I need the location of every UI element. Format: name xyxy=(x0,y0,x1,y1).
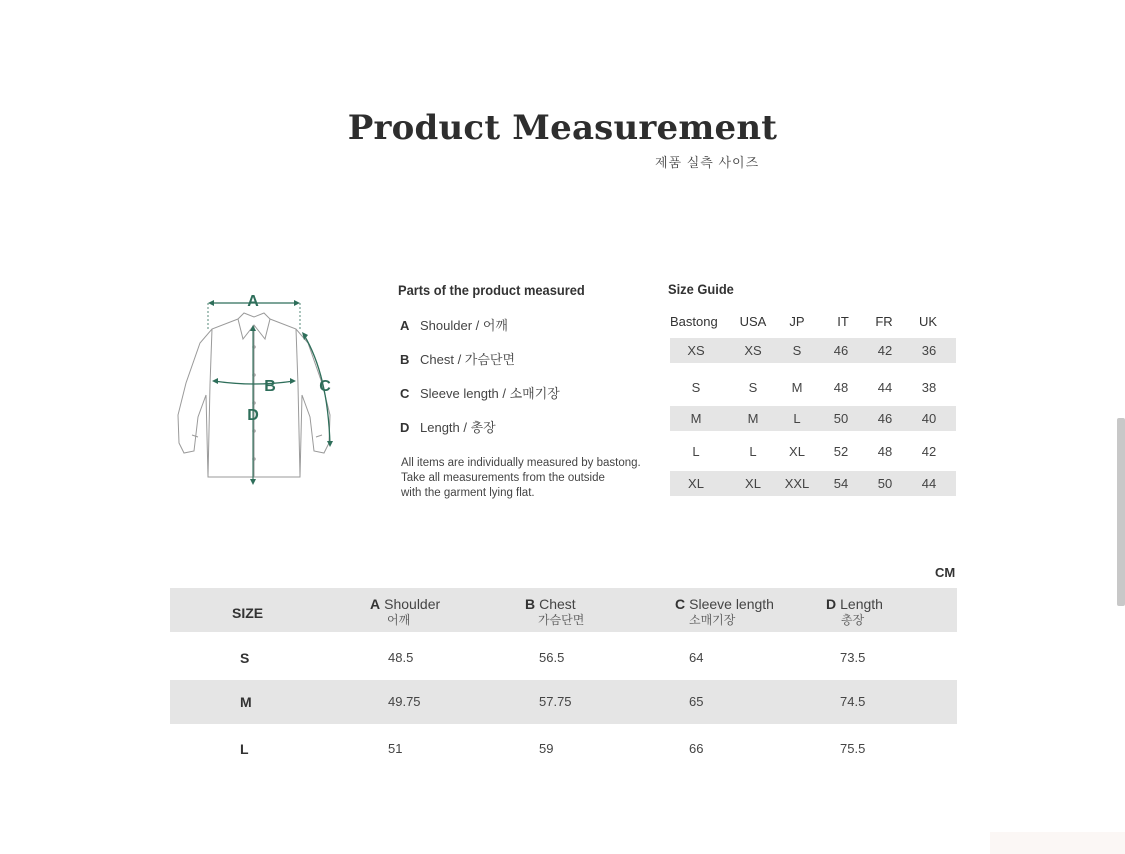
column-sub: 소매기장 xyxy=(689,613,736,627)
page-title: Product Measurement xyxy=(347,108,778,148)
table-row xyxy=(170,727,957,771)
unit-label: CM xyxy=(935,565,956,580)
column-header-sleeve-length xyxy=(675,596,774,628)
sleeve-length-cell: 66 xyxy=(689,741,704,756)
column-name: Sleeve length xyxy=(689,596,774,612)
part-label: Length / 총장 xyxy=(420,420,496,435)
size-guide-cell: 40 xyxy=(921,411,937,426)
size-guide-cell: 48 xyxy=(833,380,849,395)
column-header-shoulder xyxy=(370,596,440,628)
diagram-label-d: D xyxy=(247,407,259,424)
measurement-header-row xyxy=(170,588,957,632)
part-letter: B xyxy=(400,352,410,367)
size-guide-cell: XXL xyxy=(784,476,810,491)
size-guide-header-cell: IT xyxy=(837,314,849,329)
column-letter: A xyxy=(370,596,381,612)
length-cell: 75.5 xyxy=(840,741,866,756)
size-guide-cell: 42 xyxy=(921,444,937,459)
length-cell: 74.5 xyxy=(840,694,866,709)
size-guide-cell: S xyxy=(792,343,802,358)
length-cell: 73.5 xyxy=(840,650,866,665)
size-guide-cell: XL xyxy=(789,444,805,459)
jacket-diagram-icon xyxy=(170,285,345,490)
size-guide-header-row xyxy=(670,309,956,334)
parts-heading: Parts of the product measured xyxy=(398,282,585,298)
size-guide-row xyxy=(670,406,956,431)
size-guide-header-cell: USA xyxy=(739,314,767,329)
column-header-length xyxy=(826,596,883,628)
column-letter: D xyxy=(826,596,837,612)
size-guide-row xyxy=(670,338,956,363)
size-guide-cell: M xyxy=(747,411,759,426)
size-guide-cell: 50 xyxy=(877,476,893,491)
size-guide-cell: XS xyxy=(687,343,705,358)
size-guide-cell: M xyxy=(690,411,702,426)
size-guide-cell: L xyxy=(749,444,757,459)
size-guide-cell: 48 xyxy=(877,444,893,459)
part-letter: A xyxy=(400,318,410,333)
part-letter: C xyxy=(400,386,410,401)
column-sub: 총장 xyxy=(841,613,865,627)
scrollbar-thumb[interactable] xyxy=(1117,418,1125,606)
size-guide-cell: 42 xyxy=(877,343,893,358)
part-item xyxy=(400,349,515,368)
size-guide-row xyxy=(670,375,956,400)
column-sub: 가슴단면 xyxy=(538,613,585,627)
part-label: Shoulder / 어깨 xyxy=(420,318,508,333)
chest-cell: 59 xyxy=(539,741,554,756)
column-letter: C xyxy=(675,596,686,612)
shoulder-cell: 51 xyxy=(388,741,403,756)
diagram-label-c: C xyxy=(319,378,331,395)
column-name: Chest xyxy=(539,596,576,612)
diagram-label-a: A xyxy=(247,293,259,310)
measurement-note xyxy=(401,456,641,501)
corner-panel xyxy=(990,832,1125,854)
column-sub: 어깨 xyxy=(387,613,411,627)
size-cell: M xyxy=(240,694,252,710)
diagram-label-b: B xyxy=(264,378,276,395)
column-letter: B xyxy=(525,596,536,612)
size-guide-row xyxy=(670,471,956,496)
column-name: Shoulder xyxy=(384,596,441,612)
sleeve-length-cell: 64 xyxy=(689,650,704,665)
shoulder-cell: 48.5 xyxy=(388,650,414,665)
page-subtitle: 제품 실측 사이즈 xyxy=(655,155,760,170)
part-item xyxy=(400,383,560,402)
size-guide-cell: 52 xyxy=(833,444,849,459)
chest-cell: 57.75 xyxy=(539,694,572,709)
size-guide-cell: XL xyxy=(688,476,704,491)
sleeve-length-cell: 65 xyxy=(689,694,704,709)
table-row xyxy=(170,680,957,724)
size-guide-cell: 36 xyxy=(921,343,937,358)
size-guide-cell: L xyxy=(692,444,700,459)
size-cell: S xyxy=(240,650,250,666)
chest-cell: 56.5 xyxy=(539,650,565,665)
note-line: All items are individually measured by bastong. xyxy=(401,457,641,469)
table-row xyxy=(170,636,957,680)
column-name: Length xyxy=(840,596,883,612)
size-guide-header-cell: JP xyxy=(789,314,805,329)
size-guide-cell: L xyxy=(793,411,801,426)
note-line: with the garment lying flat. xyxy=(401,487,535,499)
size-guide-heading: Size Guide xyxy=(668,281,734,297)
shoulder-cell: 49.75 xyxy=(388,694,421,709)
size-column-header: SIZE xyxy=(232,605,264,621)
size-guide-cell: XS xyxy=(744,343,762,358)
size-guide-cell: 46 xyxy=(877,411,893,426)
size-guide-row xyxy=(670,439,956,464)
size-guide-cell: 50 xyxy=(833,411,849,426)
size-guide-cell: S xyxy=(691,380,701,395)
size-guide-cell: S xyxy=(748,380,758,395)
size-guide-cell: M xyxy=(791,380,803,395)
size-guide-cell: 44 xyxy=(877,380,893,395)
column-header-chest xyxy=(525,596,584,628)
part-label: Chest / 가슴단면 xyxy=(420,352,516,367)
size-guide-header-cell: FR xyxy=(875,314,893,329)
size-guide-cell: 46 xyxy=(833,343,849,358)
note-line: Take all measurements from the outside xyxy=(401,472,605,484)
size-guide-header-cell: UK xyxy=(918,314,938,329)
part-label: Sleeve length / 소매기장 xyxy=(420,386,560,401)
size-guide-cell: 44 xyxy=(921,476,937,491)
size-guide-cell: 38 xyxy=(921,380,937,395)
part-letter: D xyxy=(400,420,410,435)
size-cell: L xyxy=(240,741,249,757)
part-item xyxy=(400,417,496,436)
part-item xyxy=(400,315,508,334)
size-guide-header-cell: Bastong xyxy=(670,314,718,329)
size-guide-cell: XL xyxy=(745,476,761,491)
size-guide-cell: 54 xyxy=(833,476,849,491)
